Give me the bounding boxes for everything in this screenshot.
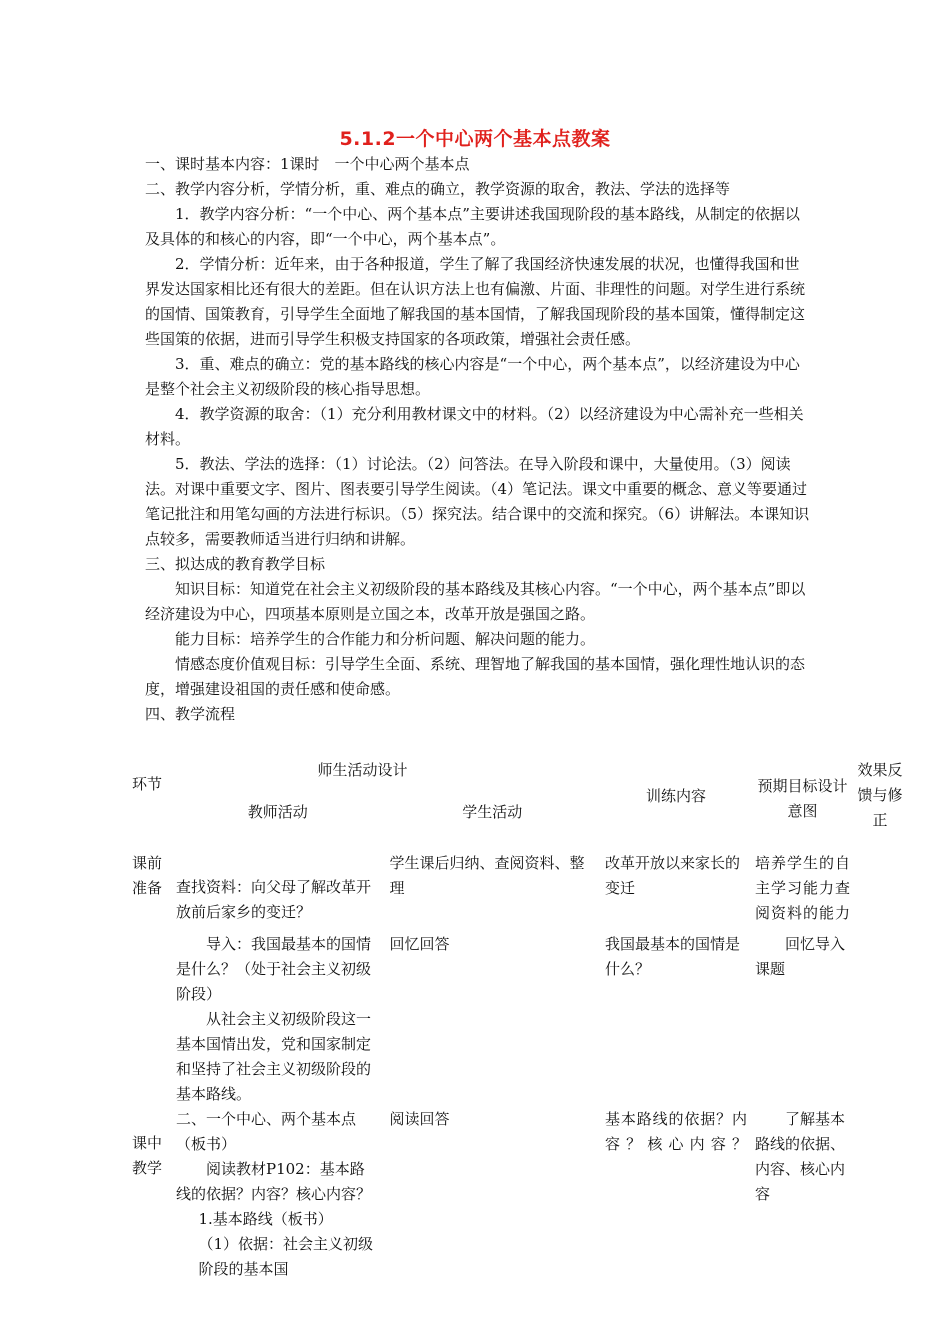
header-design: 师生活动设计: [317, 761, 408, 779]
paragraph-key-points: 3．重、难点的确立：党的基本路线的核心内容是“一个中心，两个基本点”，以经济建设为中心是整个社会主义初级阶段的核心指导思想。: [145, 355, 800, 398]
row-env: 课前准备: [131, 854, 162, 897]
row-train: 基本路线的依据？内容？核心内容？: [605, 1110, 747, 1153]
goal-emotion: 情感态度价值观目标：引导学生全面、系统、理智地了解我国的基本国情，强化理性地认识的态度，增强建设祖国的责任感和使命感。: [145, 655, 806, 698]
paragraph-content-analysis: 1．教学内容分析：“一个中心、两个基本点”主要讲述我国现阶段的基本路线，从制定的依据以及具体的和核心的内容，即“一个中心，两个基本点”。: [145, 205, 800, 248]
section-heading-2: 二、教学内容分析，学情分析，重、难点的确立，教学资源的取舍，教法、学法的选择等: [145, 180, 731, 198]
row-env: [128, 926, 166, 1107]
row-student: 阅读回答: [389, 1110, 450, 1128]
teacher-line: 从社会主义初级阶段这一基本国情出发，党和国家制定和坚持了社会主义初级阶段的基本路线。: [176, 1010, 372, 1103]
table-row: [128, 833, 908, 926]
header-feedback: 效果反馈与修正: [857, 761, 903, 829]
header-student: 学生活动: [462, 803, 523, 822]
row-teacher: 查找资料：向父母了解改革开放前后家乡的变迁？: [176, 878, 372, 921]
header-train: 训练内容: [645, 787, 706, 805]
table-row: [128, 926, 908, 1107]
row-goal: 回忆导入课题: [755, 935, 846, 978]
goal-knowledge: 知识目标：知道党在社会主义初级阶段的基本路线及其核心内容。“一个中心，两个基本点”即以经济建设为中心，四项基本原则是立国之本，改革开放是强国之路。: [145, 580, 806, 623]
row-teacher: [166, 926, 382, 1107]
row-train: 改革开放以来家长的变迁: [605, 854, 741, 897]
row-student: 学生课后归纳、查阅资料、整理: [389, 854, 585, 897]
teacher-line: （1）依据：社会主义初级阶段的基本国: [198, 1235, 374, 1278]
section-heading-1: 一、课时基本内容：1课时 一个中心两个基本点: [145, 155, 470, 173]
section-heading-3: 三、拟达成的教育教学目标: [145, 555, 326, 573]
teaching-flow-table: [128, 758, 908, 1282]
row-teacher: [166, 1107, 382, 1282]
teacher-line: 导入：我国最基本的国情是什么？（处于社会主义初级阶段）: [176, 935, 372, 1003]
teacher-line: 1.基本路线（板书）: [198, 1210, 333, 1228]
row-train: 我国最基本的国情是什么？: [605, 935, 741, 978]
header-teacher: 教师活动: [247, 803, 308, 822]
paragraph-student-analysis: 2．学情分析：近年来，由于各种报道，学生了解了我国经济快速发展的状况，也懂得我国和世界发达国家相比还有很大的差距。但在认识方法上也有偏激、片面、非理性的问题。对学生进行系统的国情、国策教育，引导学生全面地了解我国的基本国情，了解我国现阶段的基本国策，懂得制定这些国策的依据，进而引导学生积极支持国家的各项政策，增强社会责任感。: [145, 255, 806, 348]
table-row: [128, 1107, 908, 1282]
goal-ability: 能力目标：培养学生的合作能力和分析问题、解决问题的能力。: [175, 630, 596, 648]
document-title: 5.1.2一个中心两个基本点教案: [339, 128, 611, 150]
header-env: 环节: [131, 775, 162, 793]
teacher-line: 阅读教材P102：基本路线的依据？内容？核心内容？: [176, 1160, 372, 1203]
row-goal: 了解基本路线的依据、内容、核心内容: [755, 1110, 846, 1203]
row-student: 回忆回答: [389, 935, 450, 953]
row-goal: 培养学生的自主学习能力查阅资料的能力: [755, 854, 850, 922]
table-header-row: [128, 758, 908, 788]
teacher-line: 二、一个中心、两个基本点（板书）: [176, 1110, 357, 1153]
paragraph-resources: 4．教学资源的取舍：（1）充分利用教材课文中的材料。（2）以经济建设为中心需补充一些相关材料。: [145, 405, 804, 448]
header-goal: 预期目标设计意图: [757, 777, 848, 820]
row-env: 课中教学: [131, 1134, 162, 1177]
section-heading-4: 四、教学流程: [145, 705, 236, 723]
paragraph-methods: 5．教法、学法的选择：（1）讨论法。（2）问答法。在导入阶段和课中，大量使用。（3）阅读法。对课中重要文字、图片、图表要引导学生阅读。（4）笔记法。课文中重要的概念、意义等要通过笔记批注和用笔勾画的方法进行标识。（5）探究法。结合课中的交流和探究。（6）讲解法。本课知识点较多，需要教师适当进行归纳和讲解。: [145, 455, 810, 548]
document-body: [145, 152, 810, 727]
